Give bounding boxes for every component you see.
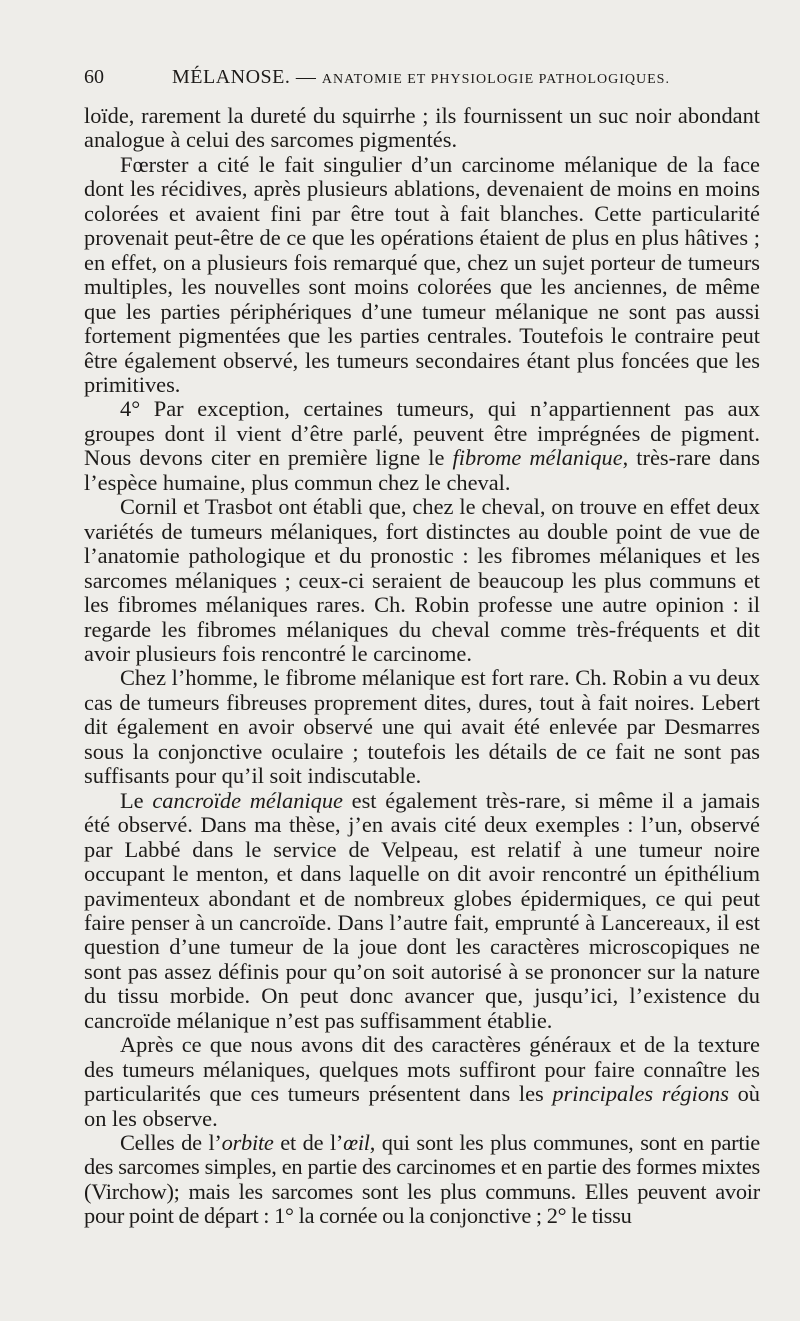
text-run: et de l’ (273, 1130, 344, 1156)
text-run: Après ce que nous avons dit des caractères généraux et de la texture des tumeurs mélaniques, quelques mots suffiront pour faire connaître les particularités que ces tumeurs présentent dans les (84, 1032, 760, 1107)
text-run: où on les observe. (84, 1081, 760, 1131)
italic-term: fibrome mélanique (452, 445, 623, 471)
text-run: est également très-rare, si même il a jamais été observé. Dans ma thèse, j’en avais cité deux exemples : l’un, observé par Labbé dans le service de Velpeau, est relatif à une tumeur noire occupant le menton, et dans laquelle on dit avoir rencontré un épithélium pavimenteux abondant et de nombreux globes épidermiques, ce qui peut faire penser à un cancroïde. Dans l’autre fait, emprunté à Lancereaux, il est question d’une tumeur de la joue dont les caractères microscopiques ne sont pas assez définis pour qu’on soit autorisé à se prononcer sur la nature du tissu morbide. On peut donc avancer que, jusqu’ici, l’existence du cancroïde mélanique n’est pas suffisamment établie. (84, 787, 760, 1033)
title-dash: — (295, 66, 317, 88)
italic-term: orbite (221, 1130, 274, 1156)
text-run: loïde, rarement la dureté du squirrhe ; ils fournissent un suc noir abondant analogue à celui des sarcomes pigmentés. (84, 103, 760, 153)
text-run: , qui sont les plus communes, sont en partie des sarcomes simples, en partie des carcinomes et en partie des formes mixtes (Virchow); mais les sarcomes sont les plus communs. Elles peuvent avoir pour point de départ : 1° la cornée ou la conjonctive ; 2° le tissu (84, 1130, 760, 1229)
paragraph (84, 1033, 760, 1131)
italic-term: principales régions (552, 1081, 729, 1107)
text-run: Celles de l’ (120, 1130, 222, 1156)
body-text (84, 104, 760, 1229)
text-run: Cornil et Trasbot ont établi que, chez le cheval, on trouve en effet deux variétés de tumeurs mélaniques, fort distinctes au double point de vue de l’anatomie pathologique et du pronostic : les fibromes mélaniques et les sarcomes mélaniques ; ceux-ci seraient de beaucoup les plus communs et les fibromes mélaniques rares. Ch. Robin professe une autre opinion : il regarde les fibromes mélaniques du cheval comme très-fréquents et dit avoir plusieurs fois rencontré le carcinome. (84, 494, 760, 666)
running-header (84, 66, 764, 94)
text-run: Fœrster a cité le fait singulier d’un carcinome mélanique de la face dont les récidives, après plusieurs ablations, devenaient de moins en moins colorées et avaient fini par être tout à fait blanches. Cette particularité provenait peut-être de ce que les opérations étaient de plus en plus hâtives ; en effet, on a plusieurs fois remarqué que, chez un sujet porteur de tumeurs multiples, les nouvelles sont moins colorées que les anciennes, de même que les parties périphériques d’une tumeur mélanique ne sont pas aussi fortement pigmentées que les parties centrales. Toutefois le contraire peut être également observé, les tumeurs secondaires étant plus foncées que les primitives. (84, 151, 760, 397)
paragraph (84, 397, 760, 495)
title-main: MÉLANOSE. (172, 66, 291, 88)
title-sub: ANATOMIE ET PHYSIOLOGIE PATHOLOGIQUES. (321, 72, 670, 87)
running-title (172, 66, 670, 89)
paragraph (84, 666, 760, 788)
text-run: Le (120, 787, 153, 813)
paragraph (84, 789, 760, 1034)
italic-term: cancroïde mélanique (152, 787, 343, 813)
italic-term: œil (343, 1130, 370, 1156)
paragraph (84, 104, 760, 153)
page-number: 60 (84, 66, 104, 88)
paragraph (84, 495, 760, 666)
paragraph (84, 153, 760, 398)
text-run: Chez l’homme, le fibrome mélanique est fort rare. Ch. Robin a vu deux cas de tumeurs fibreuses proprement dites, dures, tout à fait noires. Lebert dit également en avoir observé une qui avait été enlevée par Desmarres sous la conjonctive oculaire ; toutefois les détails de ce fait ne sont pas suffisants pour qu’il soit indiscutable. (84, 665, 760, 789)
paragraph (84, 1131, 760, 1229)
text-run: 4° Par exception, certaines tumeurs, qui n’appartiennent pas aux groupes dont il vient d’être parlé, peuvent être imprégnées de pigment. Nous devons citer en première ligne le (84, 396, 760, 471)
text-run: , très-rare dans l’espèce humaine, plus commun chez le cheval. (84, 445, 760, 495)
